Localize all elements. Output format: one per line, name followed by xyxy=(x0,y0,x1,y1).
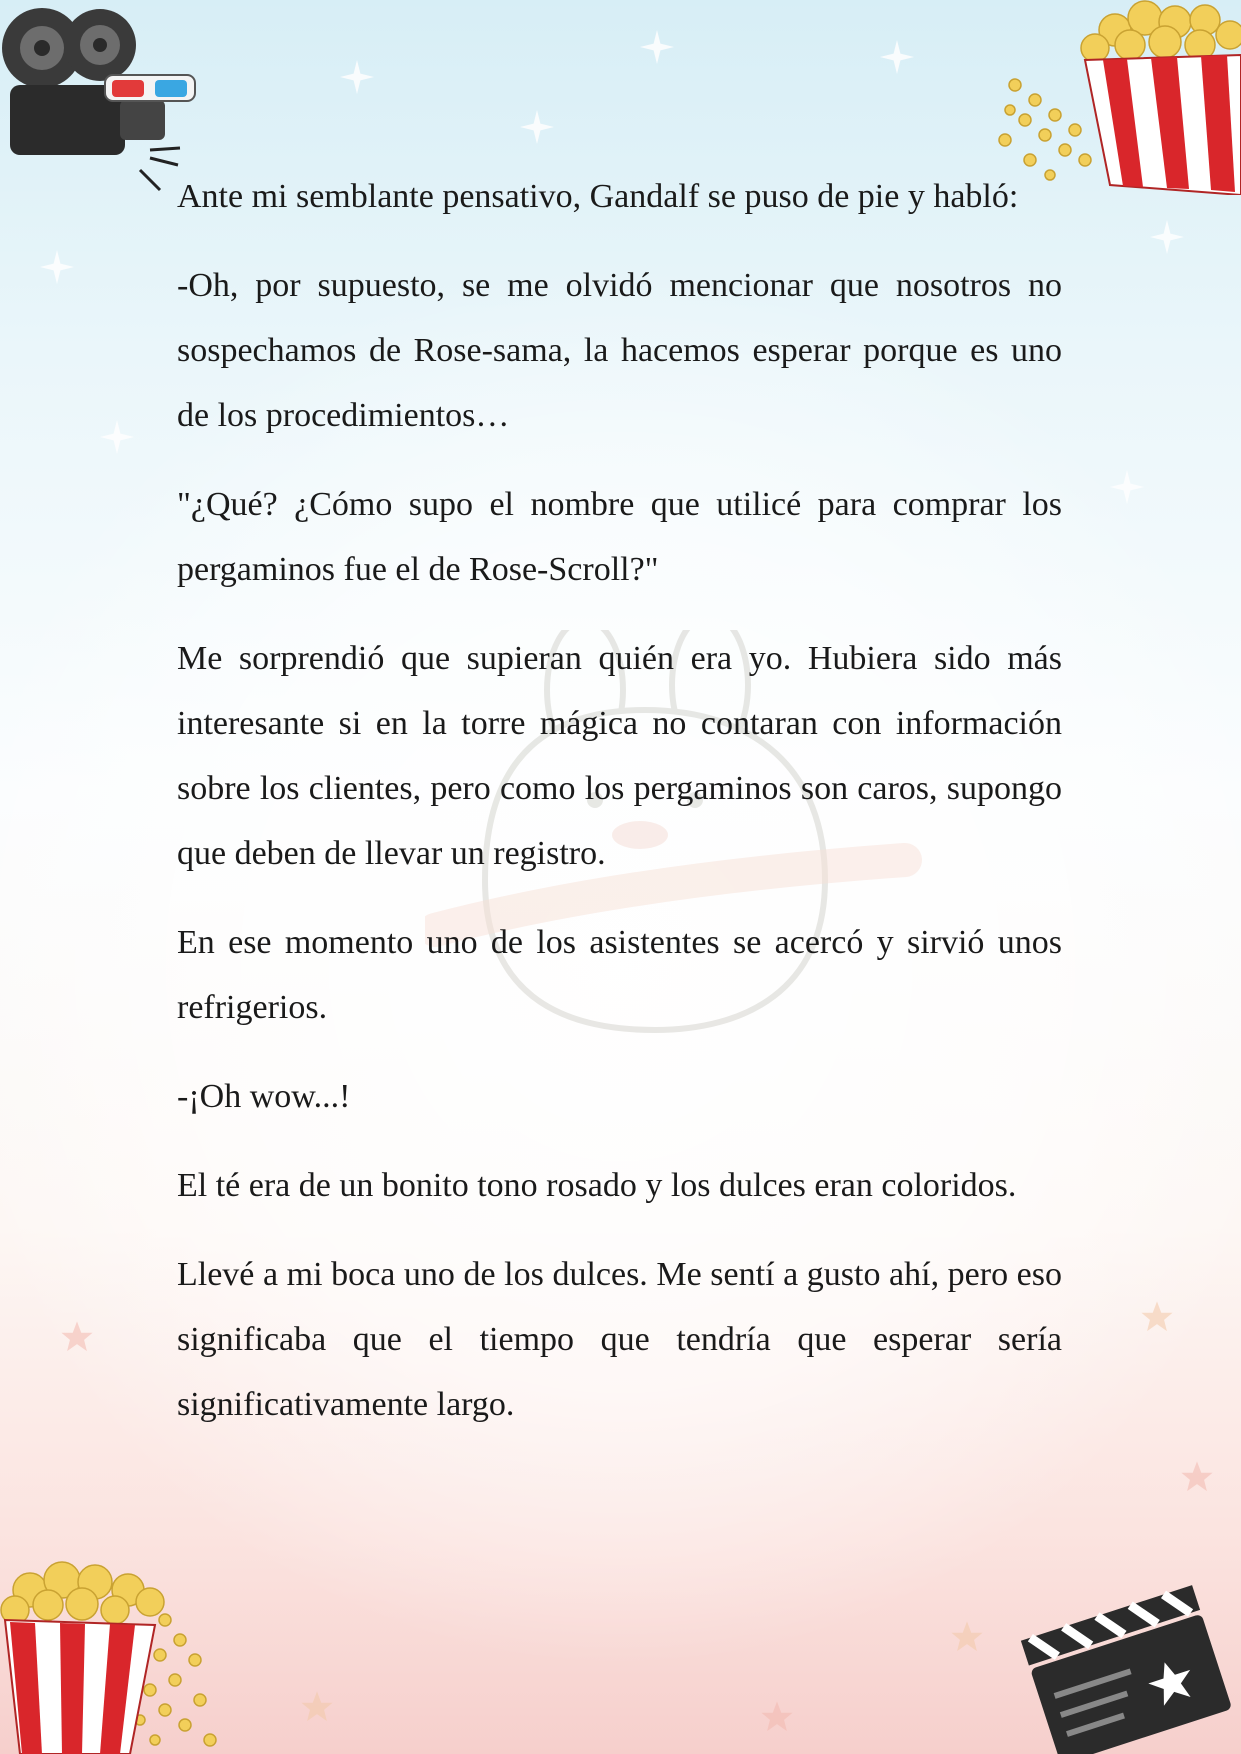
star-icon xyxy=(1140,1300,1174,1334)
star-icon xyxy=(300,1690,334,1724)
sparkle-icon xyxy=(520,110,554,144)
sparkle-icon xyxy=(340,60,374,94)
paragraph: Ante mi semblante pensativo, Gandalf se puso de pie y habló: xyxy=(177,178,1019,215)
sparkle-icon xyxy=(100,420,134,454)
paragraph: -Oh, por supuesto, se me olvidó mencionar que nosotros no sospechamos de Rose-sama, la hacemos esperar porque es uno de los procedimientos… xyxy=(177,267,1062,434)
clapperboard-icon xyxy=(1015,1580,1235,1754)
sparkle-icon xyxy=(880,40,914,74)
paragraph: "¿Qué? ¿Cómo supo el nombre que utilicé para comprar los pergaminos fue el de Rose-Scroll?" xyxy=(177,486,1062,588)
paragraph: Me sorprendió que supieran quién era yo. Hubiera sido más interesante si en la torre mágica no contaran con información sobre los clientes, pero como los pergaminos son caros, supongo que deben de llevar un registro. xyxy=(177,640,1062,872)
sparkle-icon xyxy=(1110,470,1144,504)
sparkle-icon xyxy=(640,30,674,64)
sparkle-icon xyxy=(40,250,74,284)
star-icon xyxy=(1180,1460,1214,1494)
star-icon xyxy=(950,1620,984,1654)
text-body xyxy=(177,164,1062,1461)
paragraph: -¡Oh wow...! xyxy=(177,1078,351,1115)
sparkle-icon xyxy=(1150,220,1184,254)
paragraph: En ese momento uno de los asistentes se acercó y sirvió unos refrigerios. xyxy=(177,924,1062,1026)
popcorn-bucket-icon xyxy=(0,1560,230,1754)
paragraph: Llevé a mi boca uno de los dulces. Me sentí a gusto ahí, pero eso significaba que el tiempo que tendría que esperar sería significativamente largo. xyxy=(177,1256,1062,1423)
star-icon xyxy=(60,1320,94,1354)
3d-glasses-icon xyxy=(105,75,195,101)
paragraph: El té era de un bonito tono rosado y los dulces eran coloridos. xyxy=(177,1167,1017,1204)
movie-camera-icon xyxy=(0,0,205,205)
star-icon xyxy=(760,1700,794,1734)
